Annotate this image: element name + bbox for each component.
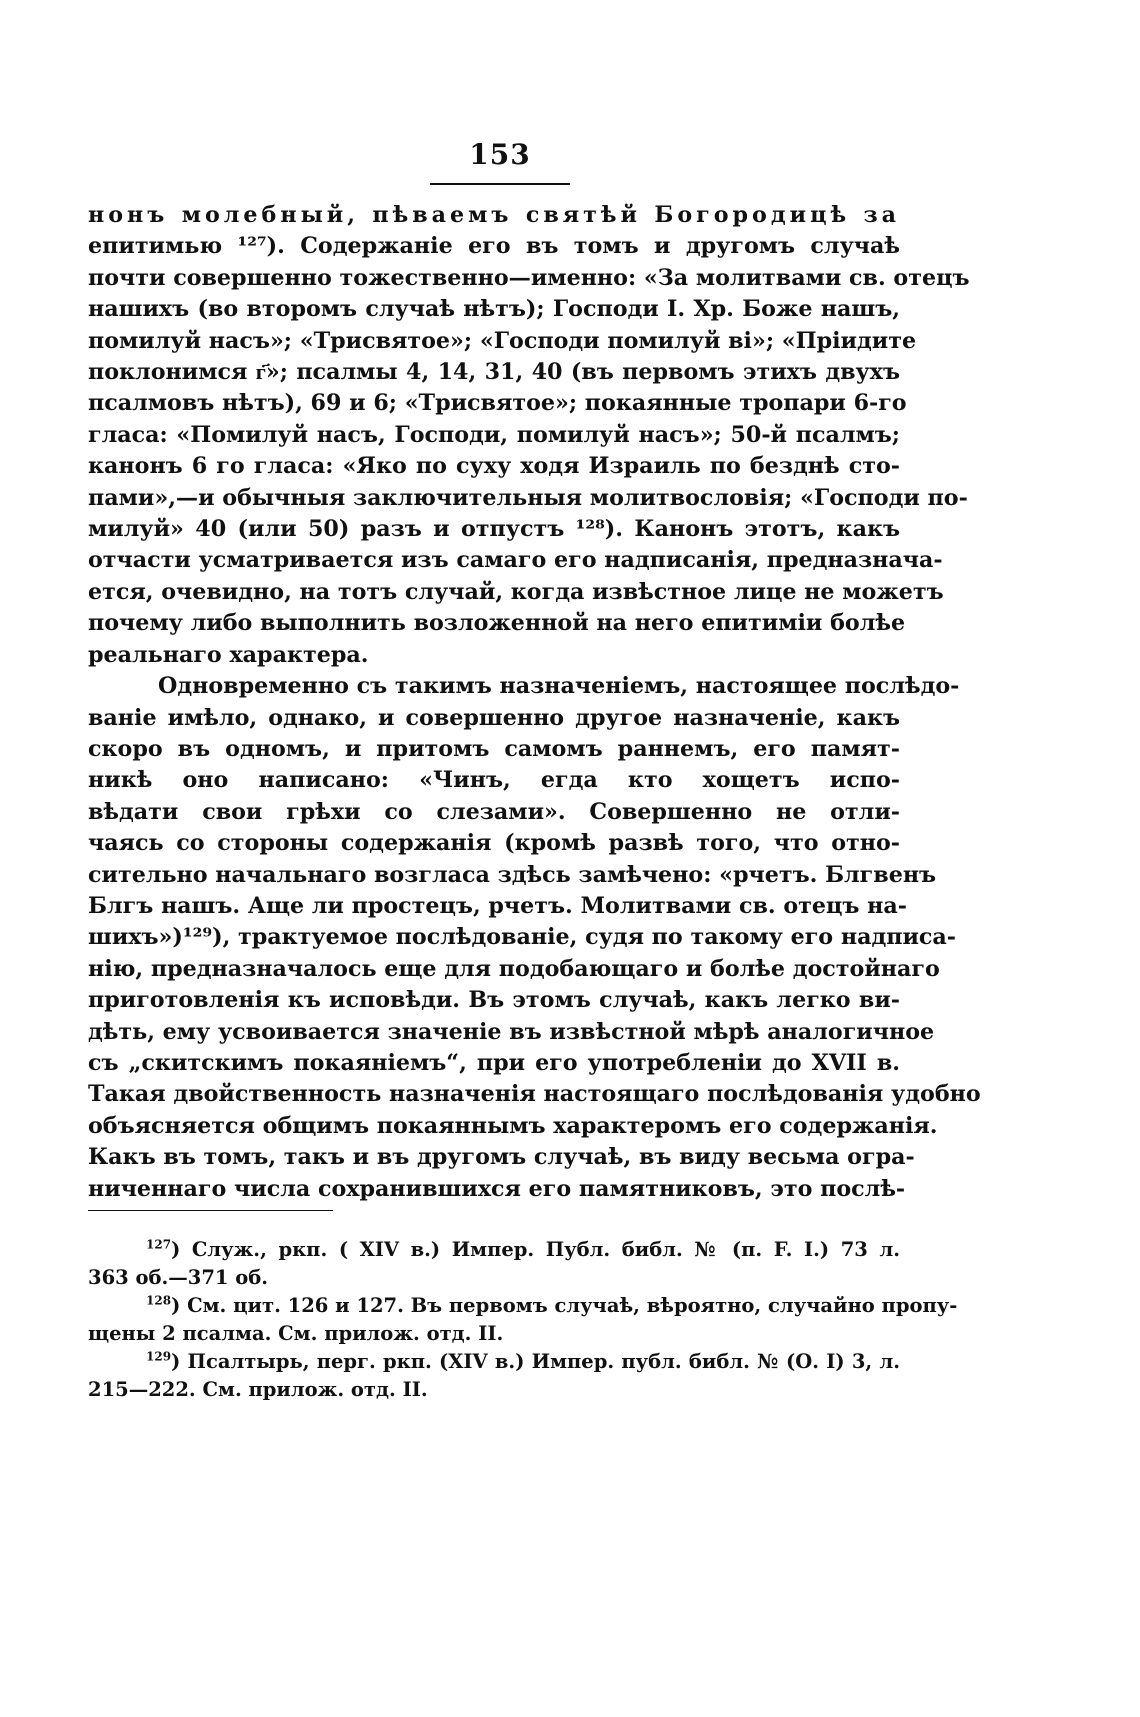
page-number: 153	[469, 138, 531, 171]
text-line: нонъ молебный, пѣваемъ святѣй Богородицѣ за	[88, 202, 900, 228]
text-line: поклонимся г҃»; псалмы 4, 14, 31, 40 (въ первомъ этихъ двухъ	[88, 359, 900, 386]
footnote-text: ) Служ., ркп. ( XIV в.) Импер. Публ. библ. № (п. F. I.) 73 л.	[171, 1238, 900, 1261]
footnote-marker: 127	[146, 1237, 172, 1252]
text-line: почему либо выполнить возложенной на него епитиміи болѣе	[88, 610, 906, 637]
text-line: епитимью ¹²⁷). Содержаніе его въ томъ и другомъ случаѣ	[88, 233, 900, 260]
text-line: ваніе имѣло, однако, и совершенно другое назначеніе, какъ	[88, 704, 900, 731]
footnote-separator	[88, 1210, 333, 1211]
text-line: пами»,—и обычныя заключительныя молитвословія; «Господи по-	[88, 484, 968, 511]
text-line: отчасти усматривается изъ самаго его надписанія, предназнача-	[88, 547, 943, 574]
text-line: помилуй насъ»; «Трисвятое»; «Господи помилуй ві»; «Пріидите	[88, 327, 917, 354]
text-line: Такая двойственность назначенія настоящаго послѣдованія удобно	[88, 1081, 981, 1108]
body-text	[88, 200, 981, 1205]
text-line: съ „скитскимъ покаяніемъ“, при его употребленіи до XVII в.	[88, 1049, 900, 1076]
text-line: Блгъ нашъ. Аще ли простецъ, рчетъ. Молитвами св. отецъ на-	[88, 892, 907, 919]
text-line: объясняется общимъ покаяннымъ характеромъ его содержанія.	[88, 1112, 938, 1139]
footnote-128	[88, 1292, 958, 1320]
page-number-rule	[430, 183, 570, 185]
footnote-127	[88, 1236, 900, 1264]
text-line: милуй» 40 (или 50) разъ и отпустъ ¹²⁸). Канонъ этотъ, какъ	[88, 516, 900, 543]
text-line: псалмовъ нѣтъ), 69 и 6; «Трисвятое»; покаянные тропари 6-го	[88, 390, 907, 417]
footnote-text: 215—222. См. прилож. отд. II.	[88, 1378, 428, 1401]
text-line: чаясь со стороны содержанія (кромѣ развѣ того, что отно-	[88, 830, 900, 857]
footnote-marker: 128	[146, 1293, 172, 1308]
text-line: никѣ оно написано: «Чинъ, егда кто хощетъ испо-	[88, 767, 900, 794]
footnote-text: ) См. цит. 126 и 127. Въ первомъ случаѣ, вѣроятно, случайно пропу-	[171, 1294, 958, 1317]
text-line: Одновременно съ такимъ назначеніемъ, настоящее послѣдо-	[158, 673, 960, 700]
text-line: ниченнаго числа сохранившихся его памятниковъ, это послѣ-	[88, 1175, 906, 1202]
text-line: нію, предназначалось еще для подобающаго и болѣе достойнаго	[88, 955, 940, 982]
footnote-marker: 129	[146, 1349, 172, 1364]
text-line: приготовленія къ исповѣди. Въ этомъ случаѣ, какъ легко ви-	[88, 987, 900, 1014]
text-line: нашихъ (во второмъ случаѣ нѣтъ); Господи І. Хр. Боже нашъ,	[88, 296, 900, 323]
text-line: почти совершенно тожественно—именно: «За молитвами св. отецъ	[88, 264, 970, 291]
footnote-129	[88, 1348, 900, 1376]
text-line: дѣть, ему усвоивается значеніе въ извѣстной мѣрѣ аналогичное	[88, 1018, 935, 1045]
footnote-text: щены 2 псалма. См. прилож. отд. II.	[88, 1322, 504, 1345]
text-line: гласа: «Помилуй насъ, Господи, помилуй насъ»; 50-й псалмъ;	[88, 421, 900, 448]
text-line: шихъ»)¹²⁹), трактуемое послѣдованіе, судя по такому его надписа-	[88, 924, 957, 951]
footnote-text: 363 об.—371 об.	[88, 1266, 269, 1289]
text-line: Какъ въ томъ, такъ и въ другомъ случаѣ, въ виду весьма огра-	[88, 1144, 915, 1171]
text-line: скоро въ одномъ, и притомъ самомъ раннемъ, его памят-	[88, 735, 900, 762]
footnotes	[88, 1236, 958, 1404]
text-line: сительно начальнаго возгласа здѣсь замѣчено: «рчетъ. Блгвенъ	[88, 861, 937, 888]
text-line: вѣдати свои грѣхи со слезами». Совершенно не отли-	[88, 798, 900, 825]
text-line: канонъ 6 го гласа: «Яко по суху ходя Израиль по безднѣ сто-	[88, 453, 900, 480]
footnote-text: ) Псалтырь, перг. ркп. (XIV в.) Импер. публ. библ. № (О. I) 3, л.	[171, 1350, 900, 1373]
text-line: реальнаго характера.	[88, 641, 369, 668]
text-line: ется, очевидно, на тотъ случай, когда извѣстное лице не можетъ	[88, 578, 944, 605]
